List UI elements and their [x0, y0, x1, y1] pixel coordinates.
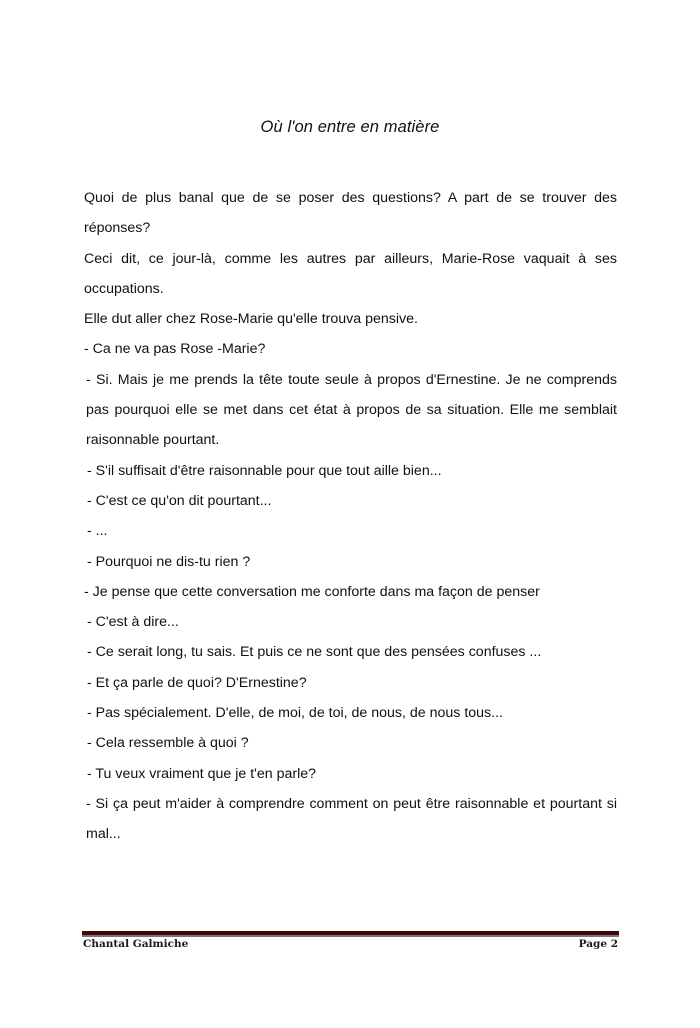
- dialogue-line: - Je pense que cette conversation me conforte dans ma façon de penser: [84, 583, 540, 600]
- dialogue-line: - Cela ressemble à quoi ?: [87, 735, 249, 752]
- dialogue-line: - Pourquoi ne dis-tu rien ?: [87, 553, 251, 570]
- dialogue-line: - C'est ce qu'on dit pourtant...: [87, 492, 272, 509]
- footer-author: Chantal Galmiche: [83, 938, 189, 950]
- paragraph: Quoi de plus banal que de se poser des questions? A part de se trouver des réponses?: [84, 190, 617, 237]
- page-footer: [83, 938, 618, 950]
- dialogue-line: - S'il suffisait d'être raisonnable pour que tout aille bien...: [87, 462, 442, 479]
- dialogue-line: - Si. Mais je me prends la tête toute seule à propos d'Ernestine. Je ne comprends pas pourquoi elle se met dans cet état à propos de sa situation. Elle me semblait raisonnable pourtant.: [86, 371, 617, 449]
- footer-page-number: Page 2: [578, 938, 618, 950]
- dialogue-line: - Ce serait long, tu sais. Et puis ce ne sont que des pensées confuses ...: [87, 644, 542, 661]
- dialogue-line: - Pas spécialement. D'elle, de moi, de toi, de nous, de nous tous...: [87, 705, 503, 722]
- paragraph: Elle dut aller chez Rose-Marie qu'elle trouva pensive.: [84, 311, 418, 328]
- dialogue-line: - ...: [87, 523, 108, 540]
- body-text: [84, 183, 617, 850]
- dialogue-line: - Si ça peut m'aider à comprendre comment on peut être raisonnable et pourtant si mal...: [86, 795, 617, 843]
- paragraph: Ceci dit, ce jour-là, comme les autres par ailleurs, Marie-Rose vaquait à ses occupations.: [84, 250, 617, 297]
- dialogue-line: - Tu veux vraiment que je t'en parle?: [87, 765, 317, 782]
- footer-rule-thin: [82, 935, 619, 937]
- dialogue-line: - C'est à dire...: [87, 614, 179, 631]
- dialogue-line: - Ca ne va pas Rose -Marie?: [84, 341, 266, 358]
- dialogue-line: - Et ça parle de quoi? D'Ernestine?: [87, 674, 307, 691]
- chapter-title: Où l'on entre en matière: [260, 118, 440, 136]
